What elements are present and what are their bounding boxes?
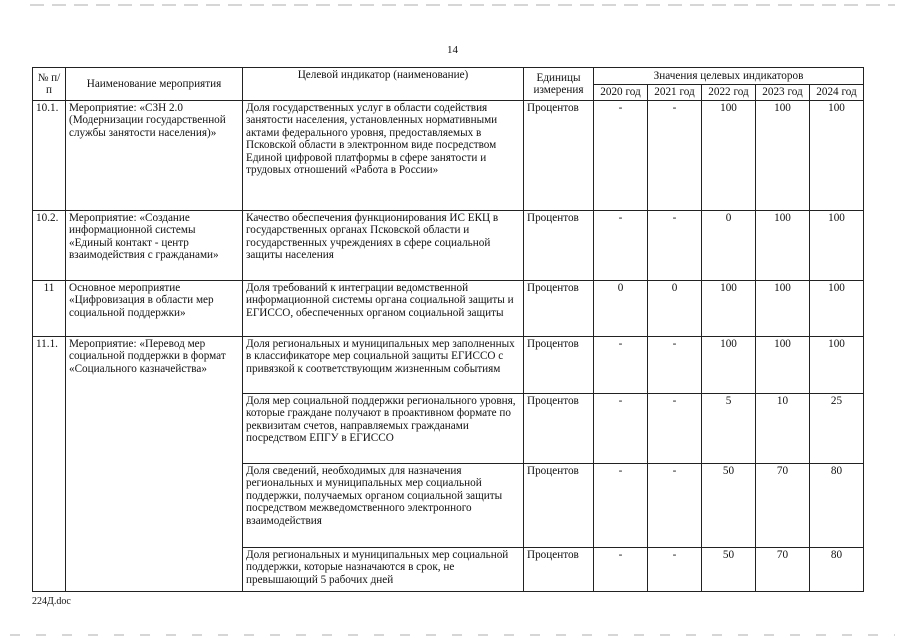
header-year-2022: 2022 год xyxy=(702,85,756,101)
row-value-2021: - xyxy=(648,394,702,464)
row-name: Мероприятие: «Перевод мер социальной поддержки в формат «Социального казначейства» xyxy=(66,337,243,592)
row-value-2020: - xyxy=(594,211,648,281)
row-num: 11.1. xyxy=(33,337,66,592)
header-year-2021: 2021 год xyxy=(648,85,702,101)
header-num: № п/п xyxy=(33,68,66,101)
table-row xyxy=(33,101,864,211)
row-value-2023: 100 xyxy=(756,211,810,281)
row-value-2023: 70 xyxy=(756,464,810,548)
header-units: Единицы измерения xyxy=(524,68,594,101)
row-units: Процентов xyxy=(524,281,594,337)
row-indicator: Доля сведений, необходимых для назначения региональных и муниципальных мер социальной поддержки, получаемых органом социальной защиты посредством межведомственного электронного взаимодействия xyxy=(243,464,524,548)
row-units: Процентов xyxy=(524,337,594,394)
row-units: Процентов xyxy=(524,211,594,281)
row-value-2020: 0 xyxy=(594,281,648,337)
scan-artifact-top xyxy=(30,4,895,6)
row-value-2020: - xyxy=(594,101,648,211)
row-indicator: Доля требований к интеграции ведомственной информационной системы органа социальной защиты и ЕГИССО, обеспеченных органом социальной защиты xyxy=(243,281,524,337)
row-value-2020: - xyxy=(594,464,648,548)
header-indicator: Целевой индикатор (наименование) xyxy=(243,68,524,101)
row-value-2021: - xyxy=(648,337,702,394)
row-value-2024: 25 xyxy=(810,394,864,464)
row-value-2022: 0 xyxy=(702,211,756,281)
row-value-2022: 50 xyxy=(702,464,756,548)
header-values-group: Значения целевых индикаторов xyxy=(594,68,864,85)
row-value-2022: 100 xyxy=(702,281,756,337)
header-year-2023: 2023 год xyxy=(756,85,810,101)
page-number: 14 xyxy=(447,44,458,56)
row-indicator: Доля региональных и муниципальных мер заполненных в классификаторе мер социальной защиты ЕГИССО с привязкой к соответствующим жизненным событиям xyxy=(243,337,524,394)
row-value-2022: 100 xyxy=(702,101,756,211)
row-indicator: Доля мер социальной поддержки регионального уровня, которые граждане получают в проактивном формате по реквизитам счетов, направляемых гражданами посредством ЕПГУ в ЕГИССО xyxy=(243,394,524,464)
header-name: Наименование мероприятия xyxy=(66,68,243,101)
row-value-2023: 10 xyxy=(756,394,810,464)
row-value-2023: 100 xyxy=(756,337,810,394)
row-value-2024: 100 xyxy=(810,211,864,281)
row-value-2022: 100 xyxy=(702,337,756,394)
row-units: Процентов xyxy=(524,548,594,592)
row-units: Процентов xyxy=(524,101,594,211)
footer-filename: 224Д.doc xyxy=(32,596,71,607)
row-units: Процентов xyxy=(524,394,594,464)
header-year-2024: 2024 год xyxy=(810,85,864,101)
row-value-2020: - xyxy=(594,548,648,592)
row-value-2021: - xyxy=(648,548,702,592)
row-num: 11 xyxy=(33,281,66,337)
row-value-2023: 100 xyxy=(756,101,810,211)
row-name: Мероприятие: «СЗН 2.0 (Модернизации государственной службы занятости населения)» xyxy=(66,101,243,211)
row-value-2020: - xyxy=(594,337,648,394)
row-value-2022: 5 xyxy=(702,394,756,464)
row-value-2021: 0 xyxy=(648,281,702,337)
row-num: 10.1. xyxy=(33,101,66,211)
row-value-2024: 100 xyxy=(810,337,864,394)
row-value-2023: 100 xyxy=(756,281,810,337)
table-row xyxy=(33,281,864,337)
row-value-2021: - xyxy=(648,211,702,281)
scan-artifact-bottom xyxy=(10,634,895,636)
row-indicator: Доля государственных услуг в области содействия занятости населения, установленных нормативными актами федерального уровня, предоставляемых в Псковской области в электронном виде посредством Единой цифровой платформы в сфере занятости и трудовых отношений «Работа в России» xyxy=(243,101,524,211)
row-name: Мероприятие: «Создание информационной системы «Единый контакт - центр взаимодействия с гражданами» xyxy=(66,211,243,281)
row-value-2021: - xyxy=(648,101,702,211)
row-value-2021: - xyxy=(648,464,702,548)
table-row xyxy=(33,211,864,281)
row-value-2024: 100 xyxy=(810,281,864,337)
row-indicator: Доля региональных и муниципальных мер социальной поддержки, которые назначаются в срок, не превышающий 5 рабочих дней xyxy=(243,548,524,592)
row-indicator: Качество обеспечения функционирования ИС ЕКЦ в государственных органах Псковской области и государственных учреждениях в сфере социальной защиты населения xyxy=(243,211,524,281)
row-value-2024: 80 xyxy=(810,548,864,592)
row-value-2020: - xyxy=(594,394,648,464)
row-units: Процентов xyxy=(524,464,594,548)
row-name: Основное мероприятие «Цифровизация в области мер социальной поддержки» xyxy=(66,281,243,337)
row-num: 10.2. xyxy=(33,211,66,281)
row-value-2024: 100 xyxy=(810,101,864,211)
row-value-2024: 80 xyxy=(810,464,864,548)
target-indicators-table xyxy=(32,67,864,592)
row-value-2022: 50 xyxy=(702,548,756,592)
table-row xyxy=(33,337,864,394)
row-value-2023: 70 xyxy=(756,548,810,592)
header-year-2020: 2020 год xyxy=(594,85,648,101)
